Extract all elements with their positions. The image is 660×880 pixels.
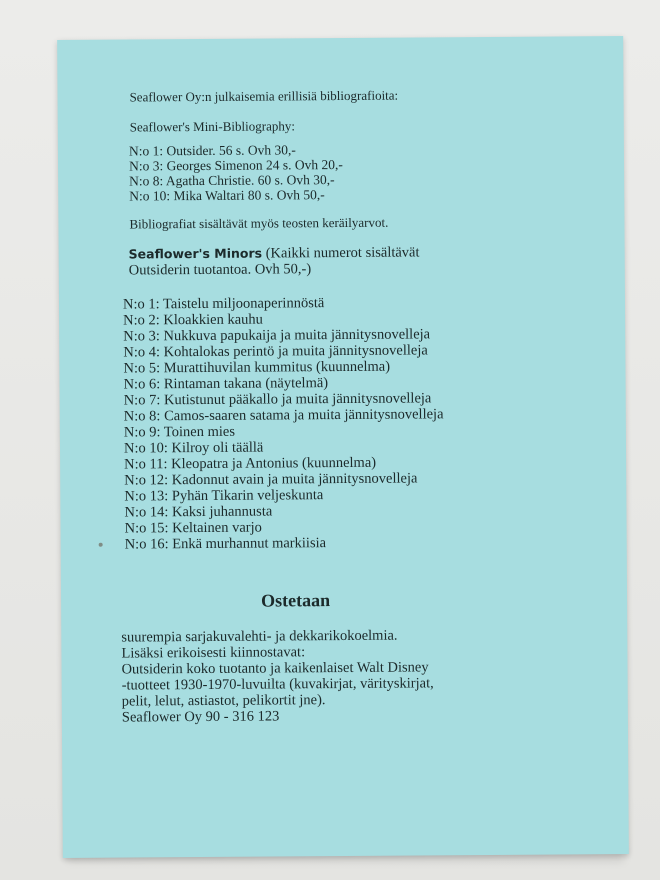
page-content bbox=[57, 36, 629, 858]
minors-title: Seaflower's Minors bbox=[128, 245, 263, 262]
wanted-line: -tuotteet 1930-1970-luvuilta (kuvakirjat, värityskirjat, bbox=[121, 675, 434, 694]
mini-bib-item: N:o 8: Agatha Christie. 60 s. Ovh 30,- bbox=[129, 172, 335, 189]
minors-desc-line2: Outsiderin tuotantoa. Ovh 50,-) bbox=[128, 261, 312, 279]
paper-speck bbox=[99, 543, 103, 547]
minors-desc-line1: (Kaikki numerot sisältävät bbox=[265, 244, 420, 262]
minors-item: N:o 3: Nukkuva papukaija ja muita jännitysnovelleja bbox=[123, 326, 431, 345]
minors-item: N:o 11: Kleopatra ja Antonius (kuunnelma) bbox=[124, 454, 377, 473]
booklet-back-cover bbox=[57, 36, 629, 858]
wanted-line: suurempia sarjakuvalehti- ja dekkarikokoelmia. bbox=[121, 627, 398, 646]
intro-text: Seaflower Oy:n julkaisemia erillisiä bibliografioita: bbox=[129, 87, 399, 105]
minors-item: N:o 9: Toinen mies bbox=[123, 423, 236, 441]
minors-item: N:o 14: Kaksi juhannusta bbox=[124, 503, 273, 521]
minors-item: N:o 10: Kilroy oli täällä bbox=[123, 439, 264, 457]
wanted-heading: Ostetaan bbox=[261, 590, 331, 611]
minors-item: N:o 6: Rintaman takana (näytelmä) bbox=[123, 375, 329, 393]
mini-bib-item: N:o 3: Georges Simenon 24 s. Ovh 20,- bbox=[128, 156, 343, 174]
minors-item: N:o 1: Taistelu miljoonaperinnöstä bbox=[122, 295, 325, 313]
minors-item: N:o 4: Kohtalokas perintö ja muita jännitysnovelleja bbox=[123, 342, 428, 361]
minors-item: N:o 7: Kutistunut pääkallo ja muita jännitysnovelleja bbox=[123, 390, 432, 409]
minors-header bbox=[129, 244, 420, 262]
minors-item: N:o 15: Keltainen varjo bbox=[124, 519, 262, 537]
mini-bib-item: N:o 1: Outsider. 56 s. Ovh 30,- bbox=[128, 142, 296, 159]
mini-bib-item: N:o 10: Mika Waltari 80 s. Ovh 50,- bbox=[129, 187, 325, 204]
minors-item: N:o 8: Camos-saaren satama ja muita jännitysnovelleja bbox=[123, 406, 444, 425]
minors-item: N:o 13: Pyhän Tikarin veljeskunta bbox=[124, 487, 324, 505]
wanted-line: Seaflower Oy 90 - 316 123 bbox=[121, 708, 280, 726]
wanted-line: Lisäksi erikoisesti kiinnostavat: bbox=[121, 644, 306, 662]
minors-item: N:o 2: Kloakkien kauhu bbox=[123, 311, 263, 329]
wanted-line: Outsiderin koko tuotanto ja kaikenlaiset Walt Disney bbox=[121, 659, 429, 678]
minors-item: N:o 12: Kadonnut avain ja muita jännitysnovelleja bbox=[124, 470, 418, 489]
wanted-line: pelit, lelut, astiastot, pelikortit jne). bbox=[121, 692, 326, 710]
minors-item: N:o 16: Enkä murhannut markiisia bbox=[124, 535, 327, 553]
minors-item: N:o 5: Murattihuvilan kummitus (kuunnelma) bbox=[123, 358, 391, 377]
note-text: Bibliografiat sisältävät myös teosten keräilyarvot. bbox=[129, 214, 389, 232]
series-title: Seaflower's Mini-Bibliography: bbox=[129, 118, 295, 135]
